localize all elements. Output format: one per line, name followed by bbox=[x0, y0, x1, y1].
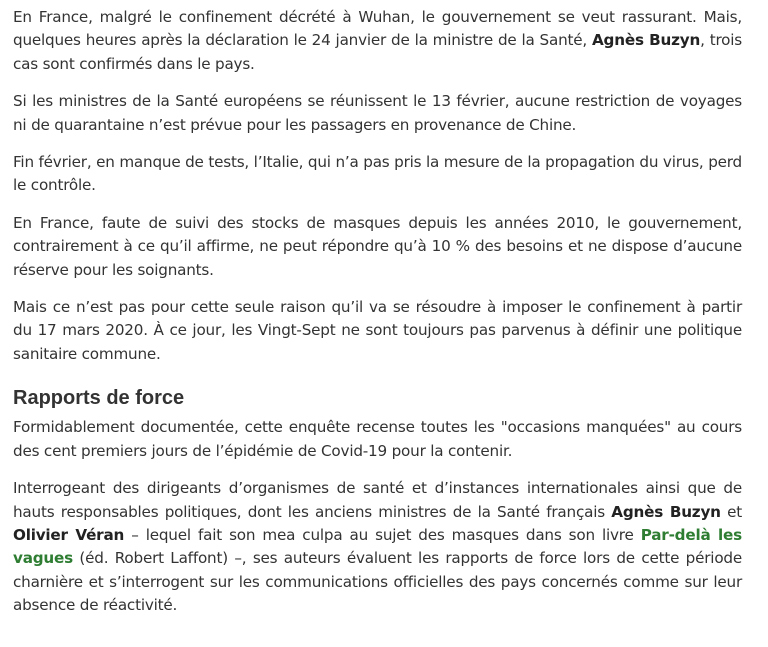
paragraph-7 bbox=[13, 477, 742, 617]
paragraph-7-text-1: Interrogeant des dirigeants d’organismes de santé et d’instances internationales ainsi que de hauts responsables politiques, dont les anciens ministres de la Santé français bbox=[13, 479, 742, 521]
paragraph-1 bbox=[13, 6, 742, 76]
paragraph-7-text-2: et bbox=[720, 502, 742, 521]
paragraph-7-text-4: (éd. Robert Laffont) –, ses auteurs évaluent les rapports de force lors de cette période charnière et s’interrogent sur les communications officielles des pays concernés comme sur leur absence de réactivité. bbox=[13, 549, 742, 615]
paragraph-3: Fin février, en manque de tests, l’Italie, qui n’a pas pris la mesure de la propagation du virus, perd le contrôle. bbox=[13, 153, 742, 195]
section-heading: Rapports de force bbox=[13, 387, 185, 410]
person-name-agnes-buzyn: Agnès Buzyn bbox=[592, 31, 701, 50]
paragraph-7-text-3: – lequel fait son mea culpa au sujet des masques dans son livre bbox=[124, 525, 641, 544]
paragraph-6: Formidablement documentée, cette enquête recense toutes les "occasions manquées" au cours des cent premiers jours de l’épidémie de Covid-19 pour la contenir. bbox=[13, 418, 742, 460]
paragraph-5: Mais ce n’est pas pour cette seule raison qu’il va se résoudre à imposer le confinement à partir du 17 mars 2020. À ce jour, les Vingt-Sept ne sont toujours pas parvenus à définir une politique sanitaire commune. bbox=[13, 298, 742, 363]
person-name-olivier-veran: Olivier Véran bbox=[13, 525, 125, 544]
paragraph-4: En France, faute de suivi des stocks de masques depuis les années 2010, le gouvernement, contrairement à ce qu’il affirme, ne peut répondre qu’à 10 % des besoins et ne dispose d’aucune réserve pour les soignants. bbox=[13, 213, 742, 279]
paragraph-1-text-end: , trois cas sont confirmés dans le pays. bbox=[13, 31, 742, 73]
paragraph-2: Si les ministres de la Santé européens se réunissent le 13 février, aucune restriction de voyages ni de quarantaine n’est prévue pour les passagers en provenance de Chine. bbox=[13, 92, 742, 134]
book-title-link[interactable]: Par-delà les vagues bbox=[13, 525, 742, 568]
paragraph-1-text-start: En France, malgré le confinement décrété à Wuhan, le gouvernement se veut rassurant. Mais, quelques heures après la déclaration le 24 janvier de la ministre de la Santé, bbox=[13, 8, 742, 50]
person-name-agnes-buzyn-2: Agnès Buzyn bbox=[611, 502, 721, 521]
